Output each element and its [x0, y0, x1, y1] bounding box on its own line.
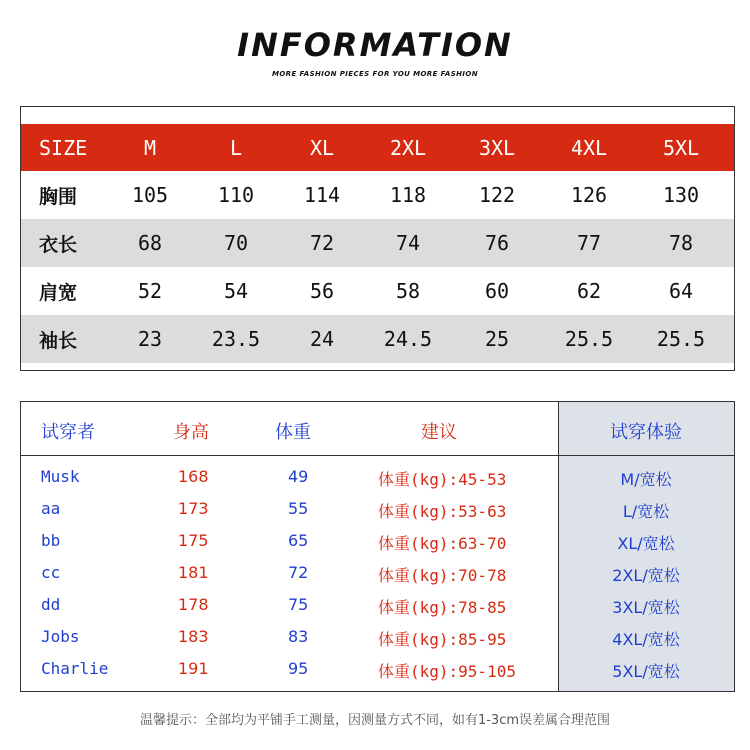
tester-weight: 72 — [288, 563, 309, 582]
header-advice: 建议 — [421, 422, 457, 443]
tester-advice: 体重(kg):85-95 — [378, 630, 507, 649]
size-header-label: SIZE — [39, 135, 88, 160]
size-row-length — [21, 219, 734, 267]
tester-advice: 体重(kg):78-85 — [378, 598, 507, 617]
tester-try-on: 4XL/宽松 — [612, 630, 680, 649]
size-value: 60 — [484, 279, 510, 303]
tester-advice: 体重(kg):53-63 — [378, 502, 507, 521]
size-value: 114 — [303, 183, 341, 207]
row-label: 肩宽 — [39, 281, 78, 304]
size-value: 24 — [309, 327, 335, 351]
size-value: 118 — [389, 183, 427, 207]
tester-name: aa — [41, 499, 61, 518]
table-row — [21, 525, 734, 557]
tester-height: 191 — [178, 659, 209, 678]
page-subtitle: MORE FASHION PIECES FOR YOU MORE FASHION — [271, 70, 479, 78]
size-value: 126 — [570, 183, 608, 207]
size-value: 25.5 — [656, 327, 706, 351]
size-value: 78 — [668, 231, 694, 255]
tester-weight: 55 — [288, 499, 309, 518]
size-value: 77 — [576, 231, 602, 255]
size-header-2xl: 2XL — [389, 135, 427, 160]
size-header-5xl: 5XL — [662, 135, 700, 160]
tester-height: 168 — [178, 467, 209, 486]
table-row — [21, 621, 734, 653]
size-value: 110 — [217, 183, 255, 207]
footer-note: 温馨提示：全部均为平铺手工测量，因测量方式不同，如有1-3cm误差属合理范围 — [139, 713, 611, 728]
size-value: 130 — [662, 183, 700, 207]
header-weight: 体重 — [275, 422, 311, 443]
size-row-sleeve — [21, 315, 734, 363]
tester-weight: 49 — [288, 467, 309, 486]
size-value: 25 — [484, 327, 510, 351]
table-row — [21, 461, 734, 493]
tester-weight: 95 — [288, 659, 309, 678]
table-row — [21, 493, 734, 525]
header-try-on: 试穿体验 — [610, 422, 682, 443]
size-header-m: M — [143, 135, 157, 160]
tester-name: Charlie — [41, 659, 109, 678]
size-header-4xl: 4XL — [570, 135, 608, 160]
size-value: 76 — [484, 231, 510, 255]
size-value: 62 — [576, 279, 602, 303]
tester-try-on: 5XL/宽松 — [612, 662, 680, 681]
header-divider — [21, 455, 734, 456]
tester-advice: 体重(kg):70-78 — [378, 566, 507, 585]
tester-name: cc — [41, 563, 61, 582]
table-row — [21, 557, 734, 589]
row-label: 袖长 — [39, 329, 78, 352]
tester-try-on: M/宽松 — [620, 470, 672, 489]
tester-height: 175 — [178, 531, 209, 550]
size-value: 25.5 — [564, 327, 614, 351]
fit-rows — [21, 461, 734, 685]
size-value: 105 — [131, 183, 169, 207]
tester-weight: 75 — [288, 595, 309, 614]
size-value: 64 — [668, 279, 694, 303]
tester-name: dd — [41, 595, 61, 614]
size-value: 54 — [223, 279, 249, 303]
size-value: 56 — [309, 279, 335, 303]
size-header-l: L — [229, 135, 243, 160]
tester-advice: 体重(kg):95-105 — [378, 662, 516, 681]
tester-name: Musk — [41, 467, 80, 486]
size-value: 24.5 — [383, 327, 433, 351]
size-value: 58 — [395, 279, 421, 303]
fitting-chart — [20, 401, 735, 692]
tester-name: bb — [41, 531, 61, 550]
tester-weight: 83 — [288, 627, 309, 646]
tester-advice: 体重(kg):45-53 — [378, 470, 507, 489]
size-value: 122 — [478, 183, 516, 207]
tester-height: 178 — [178, 595, 209, 614]
page-title: INFORMATION — [237, 26, 513, 64]
tester-height: 181 — [178, 563, 209, 582]
size-table — [21, 124, 734, 363]
row-label: 胸围 — [39, 185, 78, 208]
size-value: 23.5 — [211, 327, 261, 351]
size-header-xl: XL — [309, 135, 335, 160]
size-value: 52 — [137, 279, 163, 303]
size-value: 68 — [137, 231, 163, 255]
size-chart — [20, 106, 735, 371]
tester-height: 173 — [178, 499, 209, 518]
header-height: 身高 — [173, 422, 209, 443]
tester-weight: 65 — [288, 531, 309, 550]
size-value: 74 — [395, 231, 421, 255]
tester-try-on: XL/宽松 — [617, 534, 675, 553]
tester-height: 183 — [178, 627, 209, 646]
tester-try-on: L/宽松 — [622, 502, 670, 521]
header-tester: 试穿者 — [41, 422, 95, 443]
table-row — [21, 589, 734, 621]
table-row — [21, 653, 734, 685]
size-value: 70 — [223, 231, 249, 255]
tester-try-on: 2XL/宽松 — [612, 566, 680, 585]
size-header-3xl: 3XL — [478, 135, 516, 160]
size-row-shoulder — [21, 267, 734, 315]
size-row-chest — [21, 171, 734, 219]
size-header-row — [21, 124, 734, 171]
tester-try-on: 3XL/宽松 — [612, 598, 680, 617]
tester-advice: 体重(kg):63-70 — [378, 534, 507, 553]
tester-name: Jobs — [41, 627, 80, 646]
size-value: 23 — [137, 327, 163, 351]
row-label: 衣长 — [39, 233, 78, 256]
size-value: 72 — [309, 231, 335, 255]
